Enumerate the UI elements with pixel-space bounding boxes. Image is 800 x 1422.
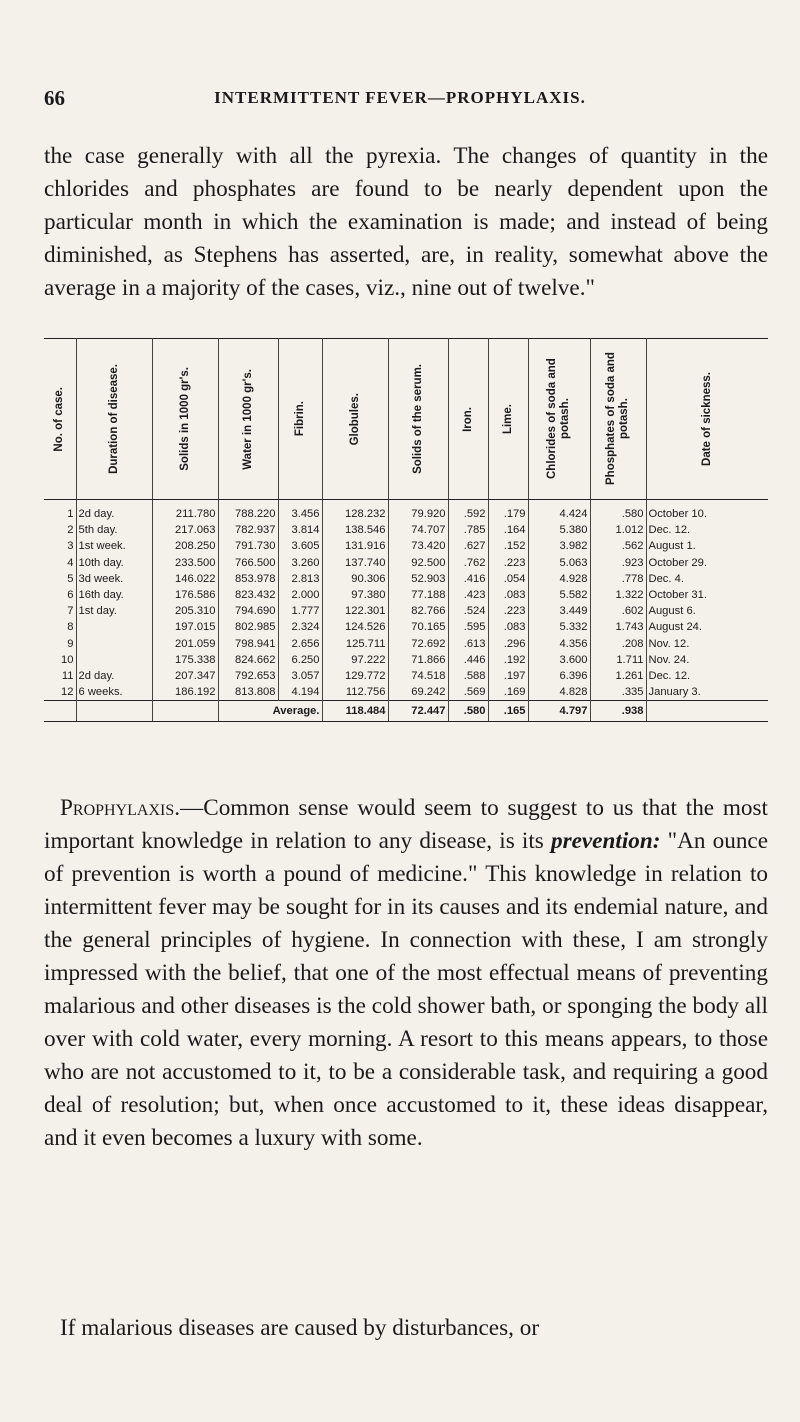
table-cell: 9: [44, 636, 76, 652]
table-cell: .083: [488, 619, 528, 635]
col-header: Water in 1000 gr's.: [218, 339, 278, 500]
table-cell: August 24.: [648, 621, 702, 634]
table-cell: 92.500: [388, 555, 448, 571]
col-header: Fibrin.: [278, 339, 322, 500]
col-header: Solids in 1000 gr's.: [152, 339, 218, 500]
table-cell: October 10.: [648, 508, 707, 520]
table-cell: 73.420: [388, 538, 448, 554]
average-lime: .165: [488, 701, 528, 722]
table-cell: 122.301: [322, 603, 388, 619]
table-cell: 217.063: [152, 522, 218, 538]
table-cell: 77.188: [388, 587, 448, 603]
table-row: [44, 603, 768, 619]
table-cell: 208.250: [152, 538, 218, 554]
table-cell: Nov. 24.: [648, 653, 690, 666]
table-cell: 71.866: [388, 652, 448, 668]
table-cell: 4.928: [528, 571, 590, 587]
table-cell: 16th day.: [76, 587, 152, 603]
table-cell: 197.015: [152, 619, 218, 635]
table-cell: 824.662: [218, 652, 278, 668]
table-cell: 10th day.: [76, 555, 152, 571]
table-cell: 8: [44, 619, 76, 635]
table-cell: 3.456: [278, 500, 322, 523]
table-cell: 82.766: [388, 603, 448, 619]
table-cell: [76, 636, 152, 652]
table-cell: 201.059: [152, 636, 218, 652]
table-cell: 205.310: [152, 603, 218, 619]
table-cell: .602: [590, 603, 646, 619]
table-cell: 3.982: [528, 538, 590, 554]
table-cell: 129.772: [322, 668, 388, 684]
table-cell: 131.916: [322, 538, 388, 554]
table-cell: 4: [44, 555, 76, 571]
col-header: Iron.: [448, 339, 488, 500]
table-cell: 74.518: [388, 668, 448, 684]
section-heading: Prophylaxis.: [60, 795, 181, 821]
table-cell: 186.192: [152, 684, 218, 701]
table-row: [44, 668, 768, 684]
table-cell: 2.656: [278, 636, 322, 652]
table-cell: .569: [448, 684, 488, 701]
table-cell: 3d week.: [76, 571, 152, 587]
table-cell: .613: [448, 636, 488, 652]
col-header: Date of sickness.: [646, 339, 768, 500]
table-cell: 4.828: [528, 684, 590, 701]
table-cell: [76, 619, 152, 635]
table-cell: 5.332: [528, 619, 590, 635]
table-cell: 125.711: [322, 636, 388, 652]
average-label: Average.: [218, 701, 322, 722]
table-cell: 3.057: [278, 668, 322, 684]
table-cell: 5: [44, 571, 76, 587]
table-cell: 175.338: [152, 652, 218, 668]
table-row: [44, 538, 768, 554]
table-cell: 124.526: [322, 619, 388, 635]
table-cell: 74.707: [388, 522, 448, 538]
table-cell: .083: [488, 587, 528, 603]
table-cell: 5.063: [528, 555, 590, 571]
table-cell: .592: [448, 500, 488, 523]
table-cell: .416: [448, 571, 488, 587]
table-cell: [76, 652, 152, 668]
table-cell: 137.740: [322, 555, 388, 571]
table-cell: 794.690: [218, 603, 278, 619]
table-cell: .208: [590, 636, 646, 652]
table-cell: .423: [448, 587, 488, 603]
table-cell: 3: [44, 538, 76, 554]
table-cell: 4.424: [528, 500, 590, 523]
col-header: Duration of disease.: [76, 339, 152, 500]
average-phosphates: .938: [590, 701, 646, 722]
table-cell: .296: [488, 636, 528, 652]
paragraph-continuation: If malarious diseases are caused by disturbances, or: [60, 1315, 540, 1341]
table-cell: 4.194: [278, 684, 322, 701]
paragraph-prophylaxis: Prophylaxis.—Common sense would seem to suggest to us that the most important knowledge in relation to any disease, is its prevention: "An ounce of prevention is worth a pound of medicine." This knowledge in relation to intermittent fever may be sought for in its causes and its endemial nature, and the general principles of hygiene. In connection with these, I am strongly impressed with the belief, that one of the most effectual means of preventing malarious and other diseases is the cold shower bath, or sponging the body all over with cold water, every morning. A resort to this means appears, to those who are not accustomed to it, to be a considerable task, and requiring a good deal of resolution; but, when once accustomed to it, these ideas disappear, and it even becomes a luxury with some.: [44, 795, 768, 1151]
table-cell: 5.380: [528, 522, 590, 538]
table-cell: 79.920: [388, 500, 448, 523]
table-cell: 3.605: [278, 538, 322, 554]
table-cell: 1.261: [590, 668, 646, 684]
table-cell: 823.432: [218, 587, 278, 603]
table-cell: 2d day.: [76, 500, 152, 523]
table-cell: August 1.: [648, 540, 696, 553]
col-header: No. of case.: [44, 339, 76, 500]
table-cell: 146.022: [152, 571, 218, 587]
table-cell: 1st day.: [76, 603, 152, 619]
table-cell: .192: [488, 652, 528, 668]
table-cell: 6.250: [278, 652, 322, 668]
emphasis-prevention: prevention:: [550, 828, 661, 854]
table-row: [44, 571, 768, 587]
table-cell: .785: [448, 522, 488, 538]
average-iron: .580: [448, 701, 488, 722]
table-row: [44, 636, 768, 652]
table-cell: October 31.: [648, 589, 707, 602]
table-header-row: [44, 339, 768, 500]
table-cell: 112.756: [322, 684, 388, 701]
paragraph-intro: the case generally with all the pyrexia. The changes of quantity in the chlorides and phosphates are found to be nearly dependent upon the particular month in which the examination is made; and instead of being diminished, as Stephens has asserted, are, in reality, somewhat above the average in a majority of the cases, viz., nine out of twelve.": [44, 143, 768, 301]
table-cell: August 6.: [648, 605, 696, 618]
table-cell: 52.903: [388, 571, 448, 587]
table-cell: .588: [448, 668, 488, 684]
table-row: [44, 555, 768, 571]
table-row: [44, 500, 768, 523]
col-header: Chlorides of soda and potash.: [528, 339, 590, 500]
table-cell: 2.813: [278, 571, 322, 587]
average-globules: 118.484: [322, 701, 388, 722]
table-cell: .164: [488, 522, 528, 538]
table-cell: .762: [448, 555, 488, 571]
table-cell: .152: [488, 538, 528, 554]
table-cell: 813.808: [218, 684, 278, 701]
table-cell: .335: [590, 684, 646, 701]
table-cell: 3.814: [278, 522, 322, 538]
table-cell: 1st week.: [76, 538, 152, 554]
table-cell: .223: [488, 603, 528, 619]
table-cell: 128.232: [322, 500, 388, 523]
table-cell: 5th day.: [76, 522, 152, 538]
table-cell: 207.347: [152, 668, 218, 684]
table-cell: 791.730: [218, 538, 278, 554]
table-cell: 7: [44, 603, 76, 619]
table-cell: 1.012: [590, 522, 646, 538]
table-cell: Dec. 12.: [648, 524, 691, 537]
table-cell: 69.242: [388, 684, 448, 701]
table-cell: 1: [44, 500, 76, 523]
table-cell: 12: [44, 684, 76, 701]
table-cell: 788.220: [218, 500, 278, 523]
table-cell: .627: [448, 538, 488, 554]
table-cell: 97.222: [322, 652, 388, 668]
table-cell: 97.380: [322, 587, 388, 603]
table-cell: 2.000: [278, 587, 322, 603]
table-cell: 2d day.: [76, 668, 152, 684]
table-cell: 792.653: [218, 668, 278, 684]
table-cell: .446: [448, 652, 488, 668]
table-row: [44, 684, 768, 701]
table-cell: .580: [590, 500, 646, 523]
table-cell: .778: [590, 571, 646, 587]
col-header: Globules.: [322, 339, 388, 500]
table-cell: .179: [488, 500, 528, 523]
table-cell: 3.260: [278, 555, 322, 571]
table-cell: 802.985: [218, 619, 278, 635]
table-cell: 6.396: [528, 668, 590, 684]
table-average-row: [44, 701, 768, 722]
table-cell: October 29.: [648, 556, 707, 569]
table-row: [44, 522, 768, 538]
table-cell: 3.600: [528, 652, 590, 668]
page-header: [44, 86, 756, 116]
table-cell: .223: [488, 555, 528, 571]
table-cell: 5.582: [528, 587, 590, 603]
col-header: Lime.: [488, 339, 528, 500]
table-cell: .054: [488, 571, 528, 587]
table-cell: 853.978: [218, 571, 278, 587]
average-solids-serum: 72.447: [388, 701, 448, 722]
table-cell: 1.322: [590, 587, 646, 603]
table-cell: 798.941: [218, 636, 278, 652]
table-cell: 6 weeks.: [76, 684, 152, 701]
table-cell: Dec. 4.: [648, 572, 684, 585]
table-row: [44, 652, 768, 668]
table-cell: 233.500: [152, 555, 218, 571]
table-cell: 1.711: [590, 652, 646, 668]
table-cell: 211.780: [152, 500, 218, 523]
table-cell: 1.743: [590, 619, 646, 635]
table-cell: 6: [44, 587, 76, 603]
table-cell: Nov. 12.: [648, 637, 690, 650]
table-cell: 766.500: [218, 555, 278, 571]
table-cell: .562: [590, 538, 646, 554]
table-cell: .524: [448, 603, 488, 619]
col-header: Phosphates of soda and potash.: [590, 339, 646, 500]
table-row: [44, 619, 768, 635]
table-cell: 72.692: [388, 636, 448, 652]
average-chlorides: 4.797: [528, 701, 590, 722]
table-cell: 11: [44, 668, 76, 684]
table-cell: 176.586: [152, 587, 218, 603]
blood-analysis-table: [44, 338, 768, 722]
table-cell: January 3.: [648, 686, 701, 699]
table-cell: 3.449: [528, 603, 590, 619]
table-cell: .197: [488, 668, 528, 684]
table-cell: 90.306: [322, 571, 388, 587]
table-cell: 2: [44, 522, 76, 538]
col-header: Solids of the serum.: [388, 339, 448, 500]
table-cell: .169: [488, 684, 528, 701]
table-cell: 70.165: [388, 619, 448, 635]
page-number: 66: [44, 86, 65, 110]
running-head: INTERMITTENT FEVER—PROPHYLAXIS.: [214, 88, 586, 107]
table-cell: 138.546: [322, 522, 388, 538]
table-cell: 4.356: [528, 636, 590, 652]
table-cell: Dec. 12.: [648, 670, 691, 683]
table-cell: 782.937: [218, 522, 278, 538]
table-cell: 10: [44, 652, 76, 668]
table-cell: 1.777: [278, 603, 322, 619]
table-cell: .595: [448, 619, 488, 635]
table-cell: 2.324: [278, 619, 322, 635]
table-row: [44, 587, 768, 603]
table-cell: .923: [590, 555, 646, 571]
